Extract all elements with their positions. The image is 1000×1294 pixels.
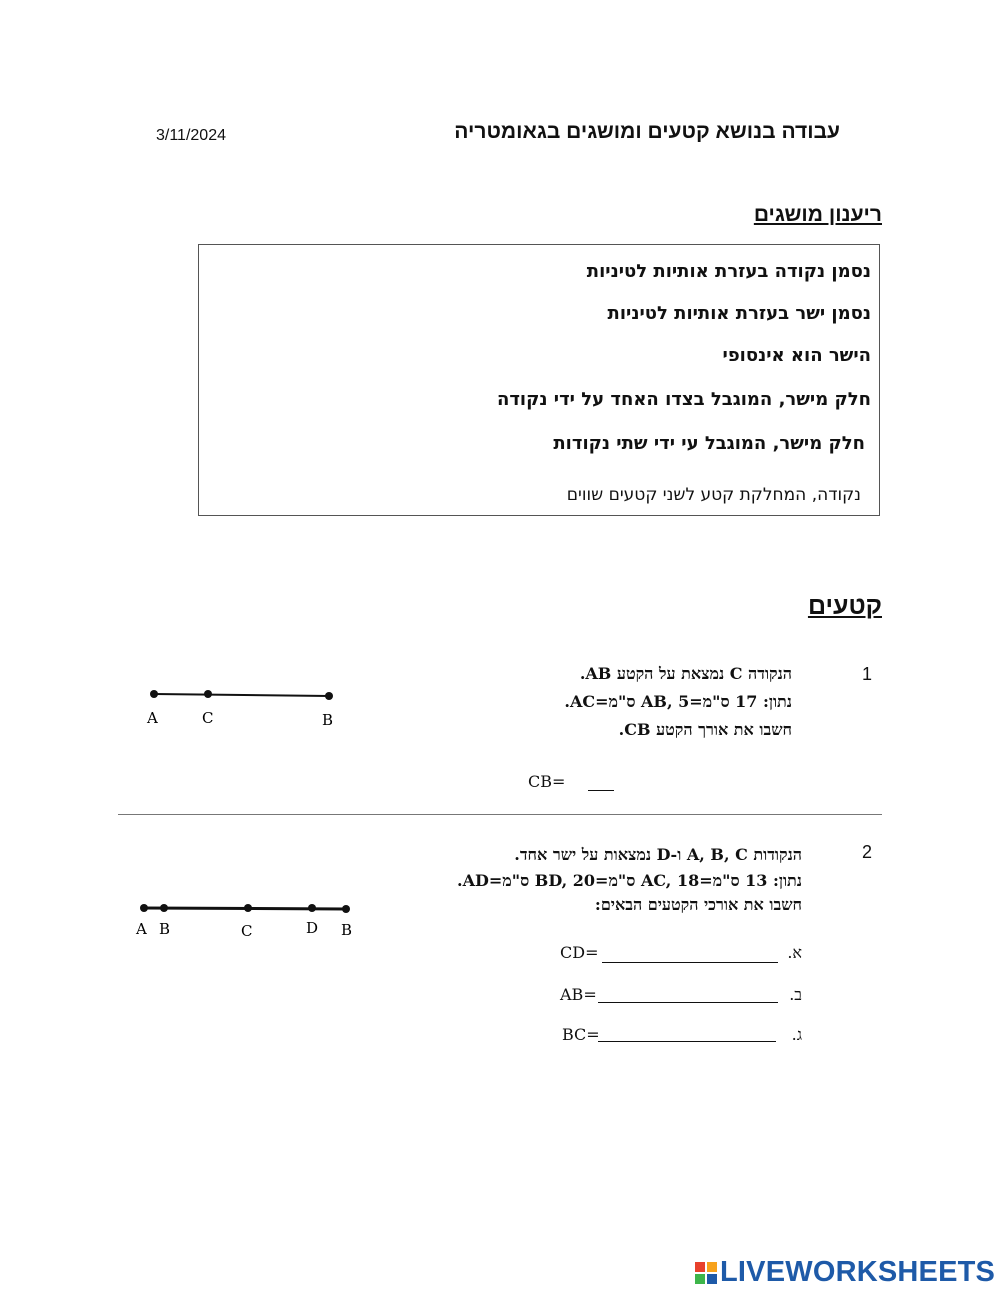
answer-label-ab: AB= — [560, 985, 597, 1004]
answer-underline — [602, 961, 778, 963]
point-a — [140, 904, 148, 912]
point-label: A — [136, 920, 147, 938]
answer-label-cb: CB= — [528, 772, 566, 791]
liveworksheets-logo — [694, 1256, 995, 1289]
answer-marker: א. — [787, 943, 802, 962]
logo-square — [694, 1261, 706, 1273]
point-label: C — [202, 709, 214, 727]
question-1-line: נתון: 17 ס"מ=AB, 5 ס"מ=AC. — [564, 692, 792, 711]
answer-underline — [588, 789, 614, 791]
concept-item — [723, 345, 871, 366]
question-2-line: נתון: 13 ס"מ=AC, 18 ס"מ=BD, 20 ס"מ=AD. — [457, 871, 802, 890]
point-b — [325, 692, 333, 700]
question-number: 1 — [862, 664, 873, 684]
answer-underline — [598, 1040, 776, 1042]
point-label: A — [147, 709, 158, 727]
concept-text: נסמן נקודה בעזרת אותיות לטיניות — [586, 261, 871, 282]
segment-diagram-1 — [138, 680, 348, 732]
logo-square — [706, 1273, 718, 1285]
concept-text: הישר הוא אינסופי — [722, 345, 871, 366]
point-c — [244, 904, 252, 912]
answer-marker: ב. — [789, 985, 802, 1004]
concept-item — [587, 261, 871, 282]
answer-input-cd[interactable] — [602, 940, 778, 960]
answer-input-ab[interactable] — [598, 982, 778, 1002]
point-d — [308, 904, 316, 912]
point-label: B — [322, 711, 334, 729]
concept-text: נסמן ישר בעזרת אותיות לטיניות — [607, 303, 871, 324]
concept-text: חלק מישר, המוגבל בצדו האחד על ידי נקודה — [496, 389, 871, 410]
question-2-line: חשבו את אורכי הקטעים הבאים: — [594, 895, 802, 914]
point-b-end — [342, 905, 350, 913]
point-label: B — [159, 920, 171, 938]
answer-label-bc: BC= — [562, 1025, 600, 1044]
question-1-line: הנקודה C נמצאת על הקטע AB. — [579, 664, 792, 683]
answer-input-cb[interactable] — [576, 770, 616, 790]
section-divider — [118, 814, 882, 815]
concept-item — [553, 433, 865, 454]
question-number: 2 — [862, 842, 873, 862]
concept-item — [608, 303, 871, 324]
answer-marker: ג. — [791, 1025, 802, 1044]
concepts-box — [198, 244, 880, 516]
answer-label-cd: CD= — [560, 943, 599, 962]
point-b — [160, 904, 168, 912]
answer-underline — [598, 1001, 778, 1003]
segment-line-ab — [154, 694, 329, 696]
question-2-line: הנקודות A, B, C ו-D נמצאות על ישר אחד. — [514, 845, 802, 864]
concepts-section-title: ריענון מושגים — [753, 203, 882, 226]
point-c — [204, 690, 212, 698]
concept-text: חלק מישר, המוגבל עי ידי שתי נקודות — [553, 433, 865, 454]
point-label: C — [241, 922, 253, 940]
segment-diagram-2 — [130, 896, 360, 946]
question-1-line: חשבו את אורך הקטע CB. — [618, 720, 792, 739]
point-label: D — [306, 919, 319, 937]
point-label: B — [341, 921, 353, 939]
logo-square — [706, 1261, 718, 1273]
concept-text: נקודה, המחלקת קטע לשני קטעים שווים — [566, 485, 861, 505]
page-title: עבודה בנושא קטעים ומושגים בגאומטריה — [454, 120, 840, 143]
date-label: 3/11/2024 — [156, 127, 226, 144]
segments-section-title: קטעים — [807, 592, 882, 620]
point-a — [150, 690, 158, 698]
concept-item — [567, 485, 861, 505]
logo-square — [694, 1273, 706, 1285]
logo-text: LIVEWORKSHEETS — [720, 1256, 996, 1288]
answer-input-bc[interactable] — [598, 1022, 776, 1042]
concept-item — [497, 389, 871, 410]
logo-mark-icon — [694, 1261, 718, 1285]
